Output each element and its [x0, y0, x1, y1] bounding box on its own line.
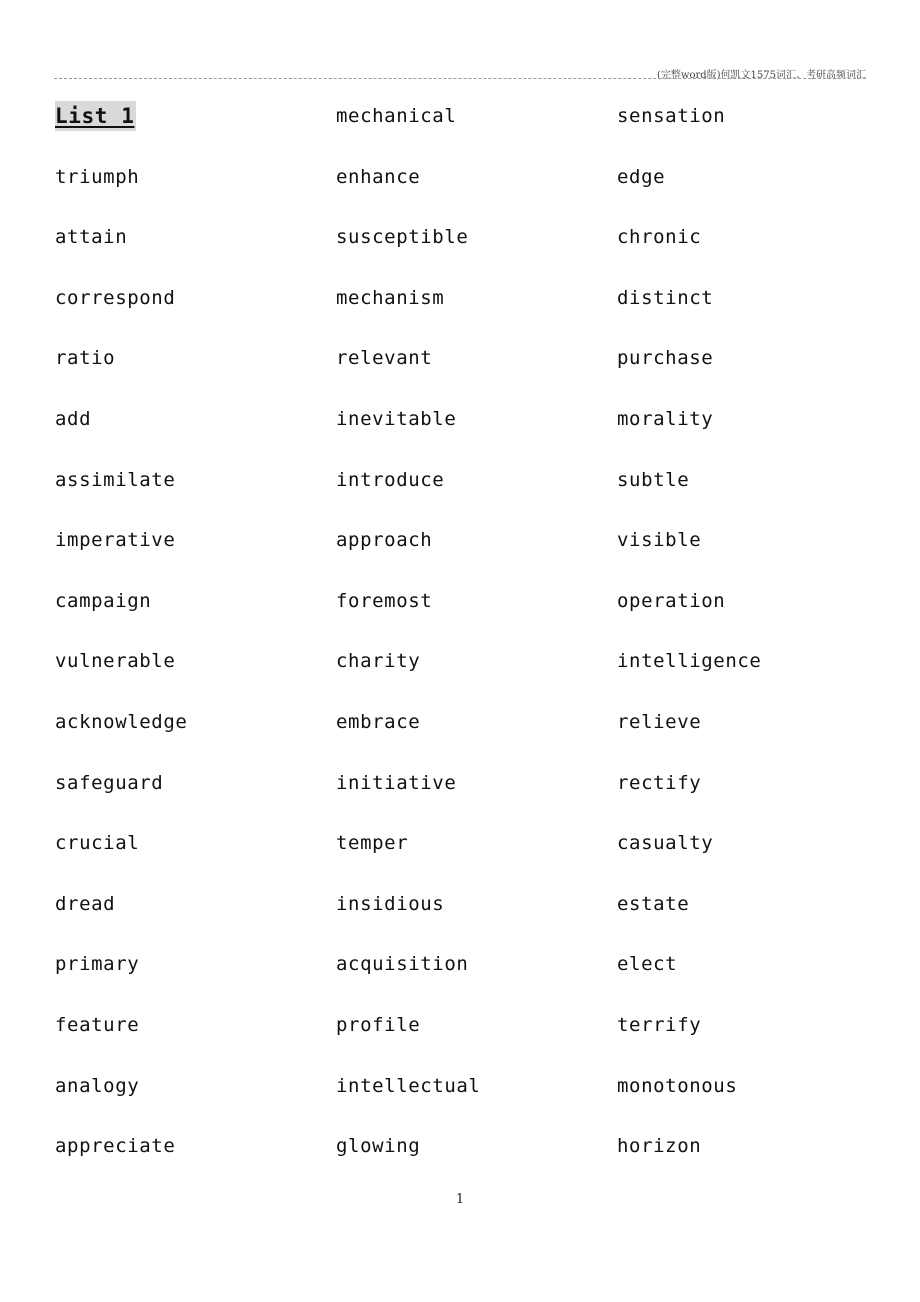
vocabulary-word: appreciate	[55, 1135, 176, 1158]
vocabulary-word: acknowledge	[55, 710, 188, 733]
vocabulary-word: imperative	[55, 529, 176, 552]
list-title: List 1	[55, 101, 136, 131]
vocabulary-word: intellectual	[336, 1074, 481, 1097]
vocabulary-word: mechanism	[336, 286, 445, 309]
vocabulary-grid	[55, 101, 835, 1192]
vocabulary-word: mechanical	[336, 105, 457, 127]
vocabulary-word: relevant	[336, 347, 433, 370]
vocabulary-word: monotonous	[617, 1074, 738, 1097]
vocabulary-word: purchase	[617, 347, 714, 370]
vocabulary-word: approach	[336, 529, 433, 552]
vocabulary-word: attain	[55, 226, 128, 249]
vocabulary-word: chronic	[617, 226, 702, 249]
vocabulary-word: analogy	[55, 1074, 140, 1097]
vocabulary-word: add	[55, 407, 92, 430]
vocabulary-word: relieve	[617, 710, 702, 733]
vocabulary-word: assimilate	[55, 468, 176, 491]
vocabulary-word: elect	[617, 953, 678, 976]
vocabulary-word: rectify	[617, 771, 702, 794]
vocabulary-word: casualty	[617, 832, 714, 855]
vocabulary-word: enhance	[336, 165, 421, 188]
vocabulary-word: visible	[617, 529, 702, 552]
vocabulary-word: ratio	[55, 347, 116, 370]
vocabulary-word: feature	[55, 1013, 140, 1036]
page-number: 1	[455, 1192, 465, 1207]
vocabulary-word: primary	[55, 953, 140, 976]
vocabulary-word: susceptible	[336, 226, 469, 249]
document-header: (完整word版)何凯文1575词汇、考研高频词汇	[656, 70, 866, 81]
vocabulary-word: temper	[336, 832, 409, 855]
vocabulary-word: triumph	[55, 165, 140, 188]
vocabulary-word: morality	[617, 407, 714, 430]
vocabulary-word: charity	[336, 650, 421, 673]
vocabulary-word: embrace	[336, 710, 421, 733]
vocabulary-word: vulnerable	[55, 650, 176, 673]
vocabulary-word: initiative	[336, 771, 457, 794]
vocabulary-word: insidious	[336, 892, 445, 915]
vocabulary-word: edge	[617, 165, 666, 188]
vocabulary-word: profile	[336, 1013, 421, 1036]
vocabulary-word: inevitable	[336, 407, 457, 430]
vocabulary-word: intelligence	[617, 650, 762, 673]
vocabulary-word: distinct	[617, 286, 714, 309]
vocabulary-word: sensation	[617, 105, 726, 127]
vocabulary-word: estate	[617, 892, 690, 915]
vocabulary-word: introduce	[336, 468, 445, 491]
vocabulary-word: correspond	[55, 286, 176, 309]
vocabulary-word: foremost	[336, 589, 433, 612]
vocabulary-word: operation	[617, 589, 726, 612]
header-divider	[54, 78, 866, 79]
vocabulary-word: acquisition	[336, 953, 469, 976]
vocabulary-word: dread	[55, 892, 116, 915]
list-title-cell	[55, 101, 336, 162]
vocabulary-word: safeguard	[55, 771, 164, 794]
vocabulary-word: horizon	[617, 1135, 702, 1158]
vocabulary-word: crucial	[55, 832, 140, 855]
vocabulary-word: campaign	[55, 589, 152, 612]
vocabulary-word: glowing	[336, 1135, 421, 1158]
vocabulary-word: subtle	[617, 468, 690, 491]
vocabulary-word: terrify	[617, 1013, 702, 1036]
